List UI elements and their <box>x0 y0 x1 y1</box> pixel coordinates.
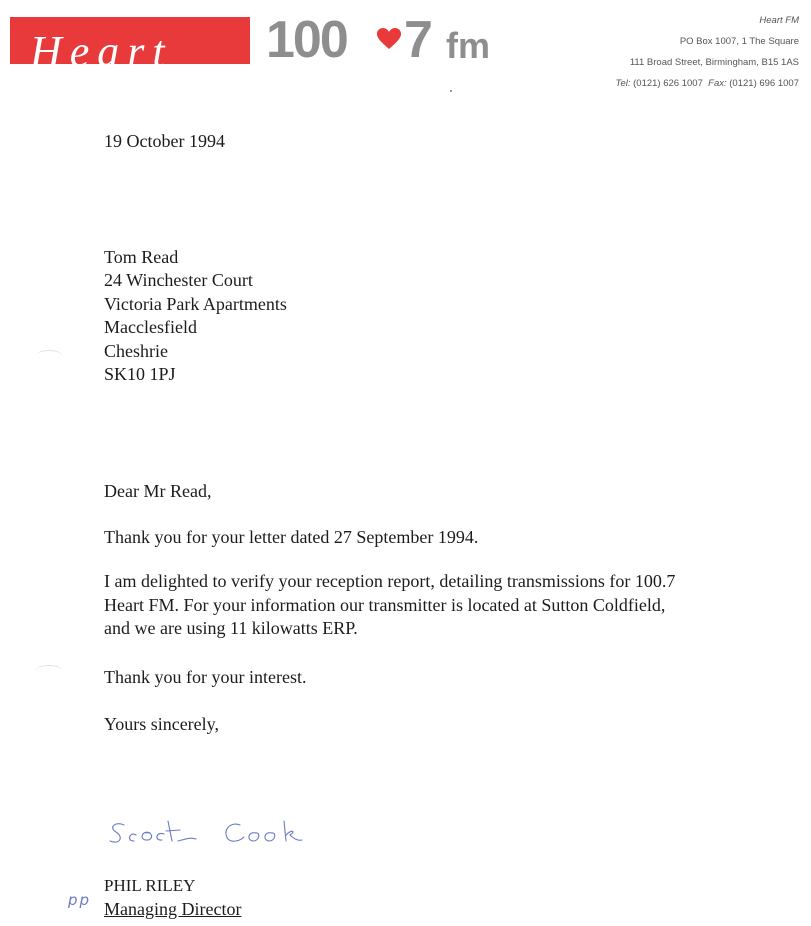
scan-speck <box>450 90 452 92</box>
address-line-1: PO Box 1007, 1 The Square <box>679 36 799 47</box>
frequency-decimal: 7 <box>404 11 431 69</box>
signatory-title: Managing Director <box>104 899 242 919</box>
recipient-line: SK10 1PJ <box>104 363 176 384</box>
body-paragraph-1: Thank you for your letter dated 27 September 1994. <box>104 527 479 547</box>
body-paragraph-2 <box>104 570 675 641</box>
salutation: Dear Mr Read, <box>104 481 212 501</box>
scan-mark <box>36 350 62 361</box>
logo-word: Heart <box>30 27 173 76</box>
pp-mark: pp <box>68 891 92 909</box>
tel-number: (0121) 626 1007 <box>633 78 703 89</box>
fax-number: (0121) 696 1007 <box>729 78 799 89</box>
paragraph-line: I am delighted to verify your reception report, detailing transmissions for 100.7 <box>104 571 676 591</box>
frequency-main: 100 <box>266 11 347 69</box>
paragraph-line: Heart FM. For your information our transmitter is located at Sutton Coldfield, <box>104 594 666 615</box>
signatory-name: PHIL RILEY <box>104 876 196 895</box>
frequency-unit: fm <box>446 25 490 66</box>
recipient-line: Tom Read <box>104 247 179 267</box>
recipient-line: Cheshrie <box>104 340 168 361</box>
fax-label: Fax: <box>708 78 727 89</box>
tel-label: Tel: <box>615 78 631 89</box>
brand-logo-box <box>10 17 250 76</box>
recipient-line: Victoria Park Apartments <box>104 293 287 314</box>
station-name: Heart FM <box>759 15 799 26</box>
heart-icon <box>377 28 401 50</box>
letter-date: 19 October 1994 <box>104 131 225 151</box>
paragraph-line: and we are using 11 kilowatts ERP. <box>104 618 358 638</box>
phone-fax-line <box>616 79 799 89</box>
recipient-address <box>104 248 287 388</box>
scan-mark <box>36 665 62 676</box>
address-line-2: 111 Broad Street, Birmingham, B15 1AS <box>629 57 799 68</box>
recipient-line: 24 Winchester Court <box>104 270 253 291</box>
closing: Yours sincerely, <box>104 714 219 734</box>
body-paragraph-3: Thank you for your interest. <box>104 667 307 687</box>
recipient-line: Macclesfield <box>104 317 197 338</box>
handwritten-signature <box>106 817 306 851</box>
